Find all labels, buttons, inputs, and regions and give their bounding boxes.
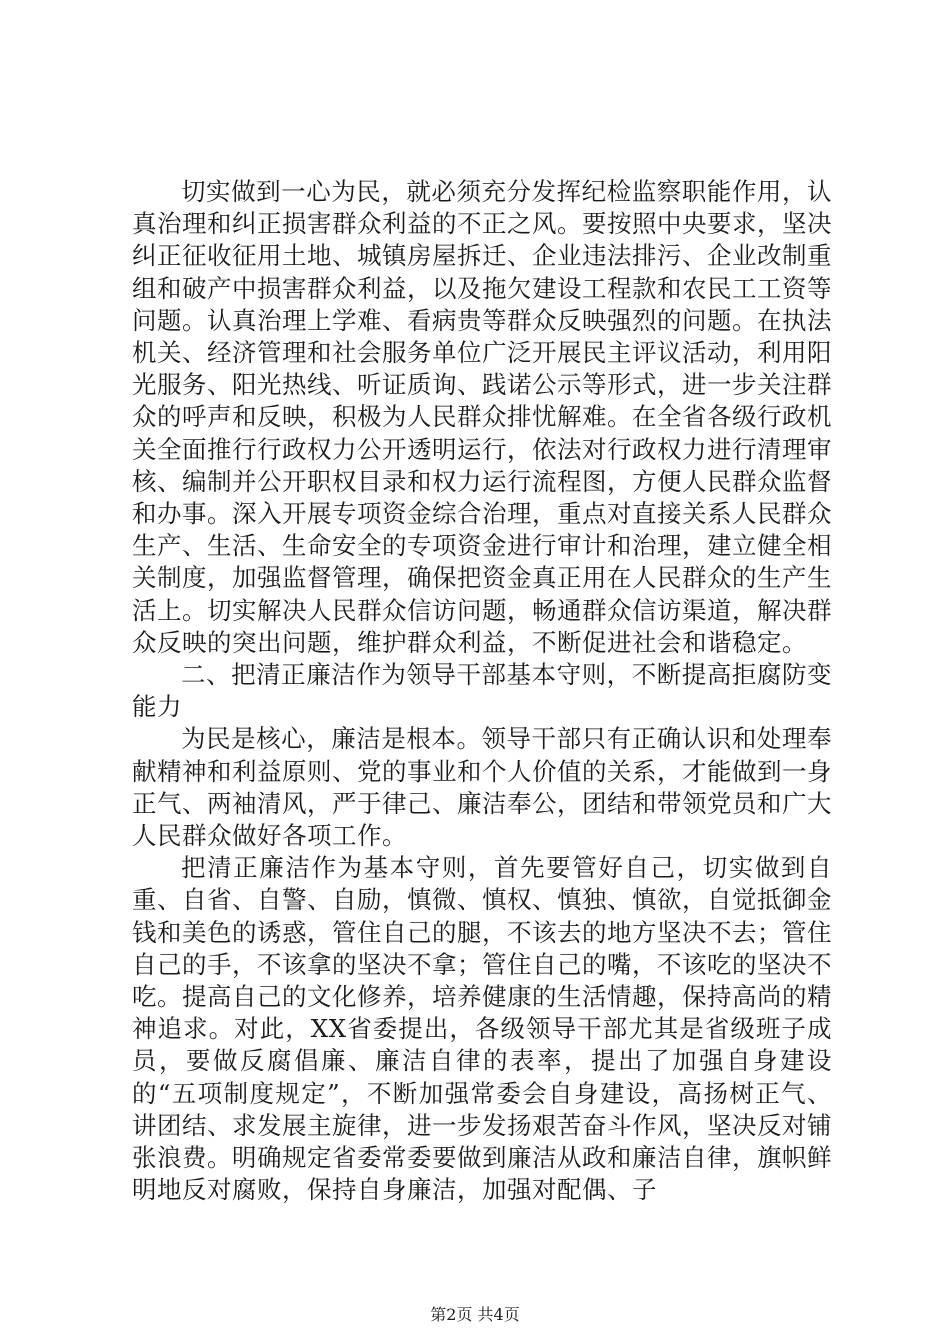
paragraph-duty-to-people: 切实做到一心为民，就必须充分发挥纪检监察职能作用，认真治理和纠正损害群众利益的不正之风。要按照中央要求，坚决纠正征收征用土地、城镇房屋拆迁、企业违法排污、企业改制重组和破产中损害群众利益，以及拖欠建设工程款和农民工工资等问题。认真治理上学难、看病贵等群众反映强烈的问题。在执法机关、经济管理和社会服务单位广泛开展民主评议活动，利用阳光服务、阳光热线、听证质询、践诺公示等形式，进一步关注群众的呼声和反映，积极为人民群众排忧解难。在全省各级行政机关全面推行行政权力公开透明运行，依法对行政权力进行清理审核、编制并公开职权目录和权力运行流程图，方便人民群众监督和办事。深入开展专项资金综合治理，重点对直接关系人民群众生产、生活、生命安全的专项资金进行审计和治理，建立健全相关制度，加强监督管理，确保把资金真正用在人民群众的生产生活上。切实解决人民群众信访问题，畅通群众信访渠道，解决群众反映的突出问题，维护群众利益，不断促进社会和谐稳定。 — [132, 177, 832, 657]
paragraph-integrity-core: 为民是核心，廉洁是根本。领导干部只有正确认识和处理奉献精神和利益原则、党的事业和个人价值的关系，才能做到一身正气、两袖清风，严于律己、廉洁奉公，团结和带领党员和广大人民群众做好各项工作。 — [132, 724, 832, 851]
page-number-footer: 第2页 共4页 — [430, 1305, 520, 1324]
section-heading-integrity: 二、把清正廉洁作为领导干部基本守则，不断提高拒腐防变能力 — [132, 660, 832, 722]
document-body — [132, 176, 832, 1207]
paragraph-self-discipline: 把清正廉洁作为基本守则，首先要管好自己，切实做到自重、自省、自警、自励，慎微、慎权、慎独、慎欲，自觉抵御金钱和美色的诱惑，管住自己的腿，不该去的地方坚决不去；管住自己的手，不该拿的坚决不拿；管住自己的嘴，不该吃的坚决不吃。提高自己的文化修养，培养健康的生活情趣，保持高尚的精神追求。对此，XX省委提出，各级领导干部尤其是省级班子成员，要做反腐倡廉、廉洁自律的表率，提出了加强自身建设的“五项制度规定”，不断加强常委会自身建设，高扬树正气、讲团结、求发展主旋律，进一步发扬艰苦奋斗作风，坚决反对铺张浪费。明确规定省委常委要做到廉洁从政和廉洁自律，旗帜鲜明地反对腐败，保持自身廉洁，加强对配偶、子 — [132, 853, 832, 1205]
